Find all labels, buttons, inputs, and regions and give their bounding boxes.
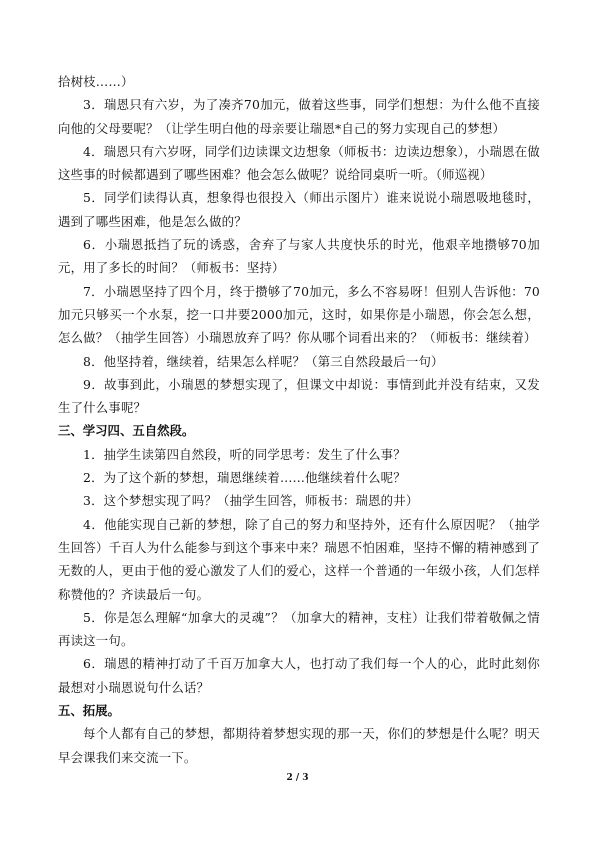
paragraph-step-9: 9．故事到此，小瑞恩的梦想实现了，但课文中却说：事情到此并没有结束，又发生了什么事呢？ — [58, 376, 540, 416]
paragraph-section3-3: 3．这个梦想实现了吗？（抽学生回答，师板书：瑞恩的井） — [83, 493, 419, 509]
paragraph-section3-6: 6．瑞恩的精神打动了千百万加拿大人，也打动了我们每一个人的心，此时此刻你最想对小瑞恩说句什么话？ — [58, 656, 540, 695]
section-heading-5: 五、拓展。 — [58, 703, 120, 719]
paragraph-step-4: 4．瑞恩只有六岁呀，同学们边读课文边想象（师板书：边读边想象），小瑞恩在做这些事的时候都遇到了哪些困难？他会怎么做呢？说给同桌听一听。（师巡视） — [58, 143, 540, 183]
paragraph-step-7: 7．小瑞恩坚持了四个月，终于攒够了70加元，多么不容易呀！但别人告诉他：70加元只够买一个水泵，挖一口井要2000加元，这时，如果你是小瑞恩，你会怎么想，怎么做？（抽学生回答）小瑞恩放弃了吗？你从哪个词看出来的？（师板书：继续着） — [58, 283, 540, 346]
paragraph-continuation: 拾树枝……） — [58, 74, 134, 89]
paragraph-section3-4: 4．他能实现自己新的梦想，除了自己的努力和坚持外，还有什么原因呢？（抽学生回答）千百人为什么能参与到这个事来中来？瑞恩不怕困难，坚持不懈的精神感到了无数的人，更由于他的爱心激发了人们的爱心，这样一个普通的一年级小孩，人们怎样称赞他的？齐读最后一句。 — [58, 516, 540, 602]
paragraph-extension: 每个人都有自己的梦想，都期待着梦想实现的那一天，你们的梦想是什么呢？明天早会课我们来交流一下。 — [58, 726, 540, 765]
section-heading-3: 三、学习四、五自然段。 — [58, 423, 195, 439]
page-number: 2 / 3 — [286, 773, 309, 783]
document-body — [58, 70, 540, 769]
paragraph-section3-2: 2．为了这个新的梦想，瑞恩继续着……他继续着什么呢？ — [83, 470, 406, 486]
paragraph-step-6: 6．小瑞恩抵挡了玩的诱惑，舍弃了与家人共度快乐的时光，他艰辛地攒够70加元，用了多长的时间？（师板书：坚持） — [58, 237, 540, 276]
paragraph-section3-5: 5．你是怎么理解“加拿大的灵魂”？（加拿大的精神，支柱）让我们带着敬佩之情再读这一句。 — [58, 609, 540, 649]
paragraph-step-3: 3．瑞恩只有六岁，为了凑齐70加元，做着这些事，同学们想想：为什么他不直接向他的父母要呢？（让学生明白他的母亲要让瑞恩*自己的努力实现自己的梦想） — [58, 97, 540, 136]
paragraph-step-8: 8．他坚持着，继续着，结果怎么样呢？（第三自然段最后一句） — [83, 353, 444, 369]
paragraph-step-5: 5．同学们读得认真，想象得也很投入（师出示图片）谁来说说小瑞恩吸地毯时，遇到了哪些困难，他是怎么做的？ — [58, 190, 540, 229]
paragraph-section3-1: 1．抽学生读第四自然段，听的同学思考：发生了什么事？ — [83, 446, 406, 462]
